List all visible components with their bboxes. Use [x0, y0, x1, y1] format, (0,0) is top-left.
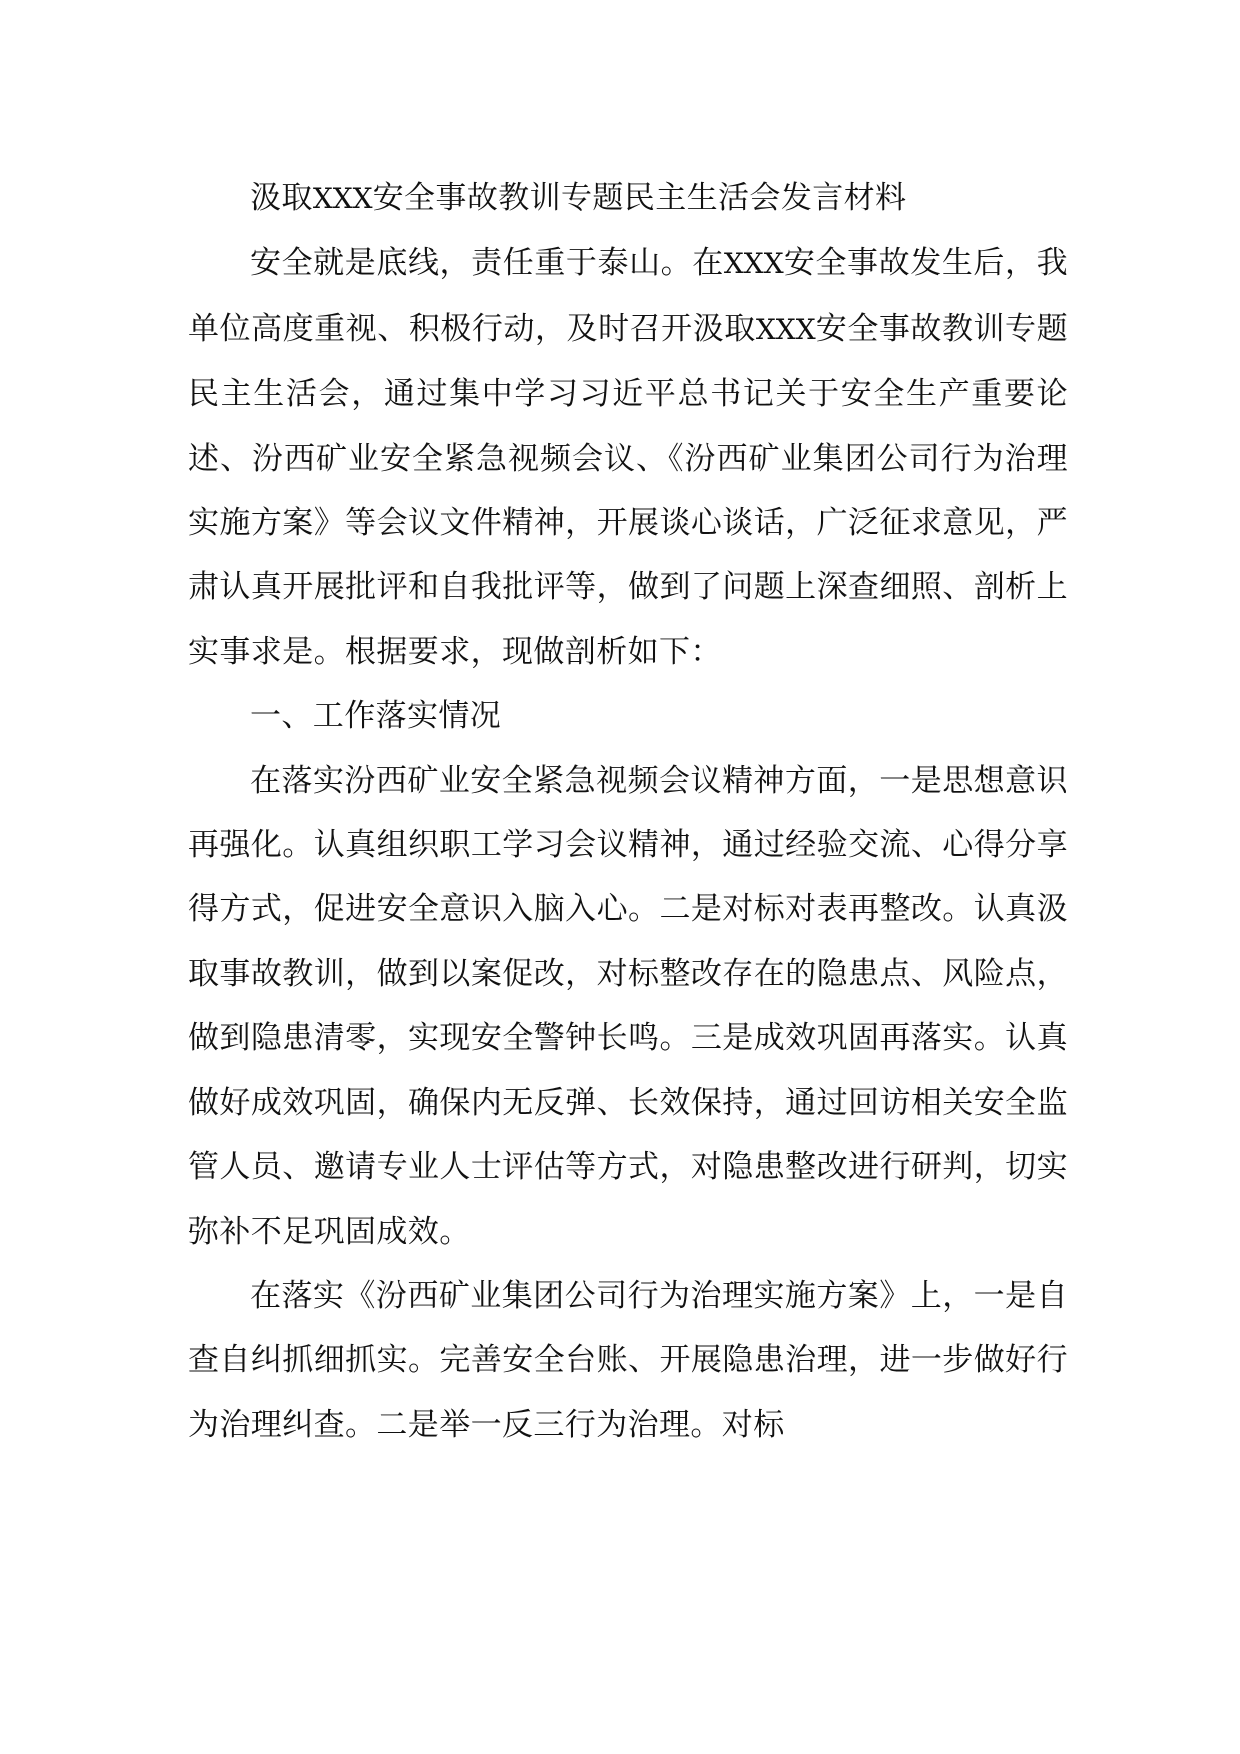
intro-paragraph	[188, 231, 1068, 684]
title-prefix: 汲取	[250, 180, 313, 216]
paragraph-plan-implementation: 在落实《汾西矿业集团公司行为治理实施方案》上，一是自查自纠抓细抓实。完善安全台账、开展隐患治理，进一步做好行为治理纠查。二是举一反三行为治理。对标	[188, 1277, 1068, 1443]
paragraph-meeting-implementation: 在落实汾西矿业安全紧急视频会议精神方面，一是思想意识再强化。认真组织职工学习会议精神，通过经验交流、心得分享得方式，促进安全意识入脑入心。二是对标对表再整改。认真汲取事故教训，做到以案促改，对标整改存在的隐患点、风险点，做到隐患清零，实现安全警钟长鸣。三是成效巩固再落实。认真做好成效巩固，确保内无反弹、长效保持，通过回访相关安全监管人员、邀请专业人士评估等方式，对隐患整改进行研判，切实弥补不足巩固成效。	[188, 762, 1068, 1250]
intro-placeholder-2: XXX	[755, 312, 816, 346]
title-placeholder: XXX	[312, 182, 373, 215]
title-suffix: 安全事故教训专题民主生活会发言材料	[372, 180, 907, 216]
document-body	[188, 166, 1068, 1457]
intro-text-3: 安全事故教训专题民主生活会，通过集中学习习近平总书记关于安全生产重要论述、汾西矿业安全紧急视频会议、《汾西矿业集团公司行为治理实施方案》等会议文件精神，开展谈心谈话，广泛征求意见，严肃认真开展批评和自我批评等，做到了问题上深查细照、剖析上实事求是。根据要求，现做剖析如下：	[188, 310, 1069, 670]
intro-text-2: 安全事故发生后，我单位高度重视、积极行动，及时召开汲取	[188, 245, 1069, 347]
intro-placeholder-1: XXX	[723, 247, 784, 281]
intro-text-1: 安全就是底线，责任重于泰山。在	[250, 245, 724, 282]
section-heading-work-implementation: 一、工作落实情况	[250, 698, 502, 735]
document-title	[188, 166, 1068, 231]
